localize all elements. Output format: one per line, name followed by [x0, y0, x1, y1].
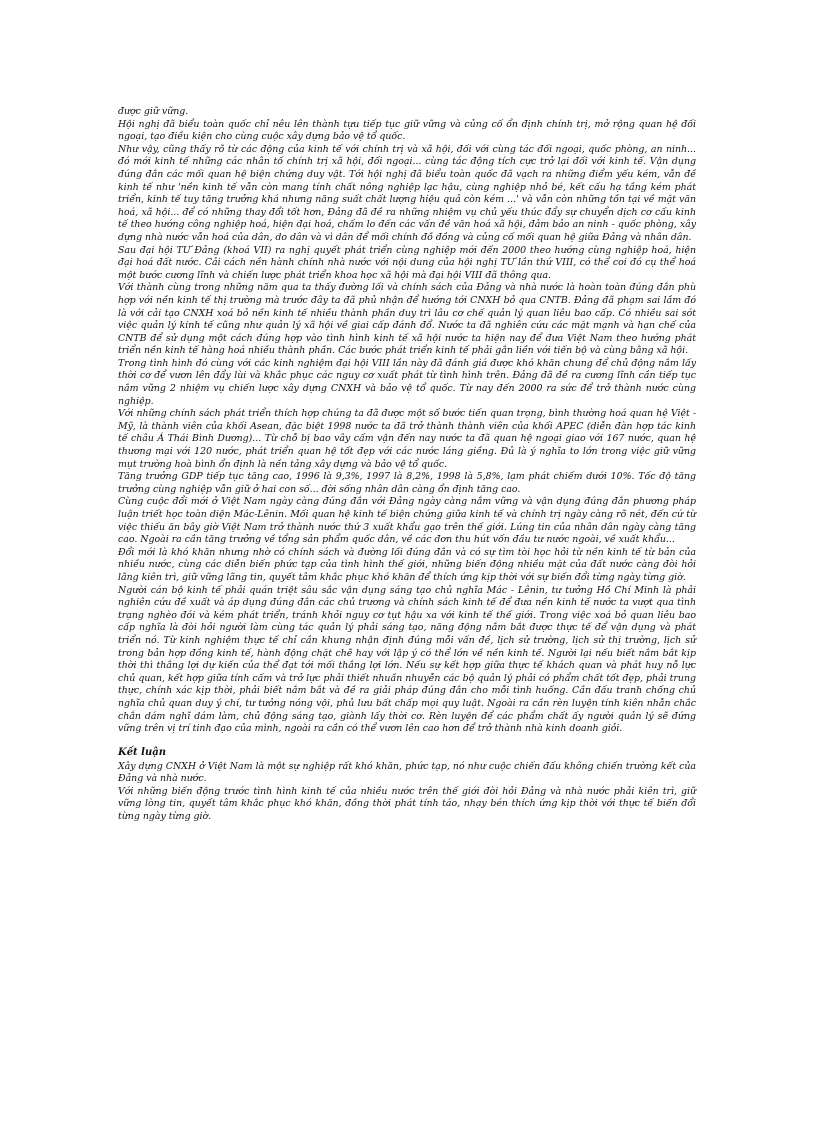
body-paragraph: Với những chính sách phát triển thích hợp chúng ta đã được một số bước tiến quan trọng, bình thường hoá quan hệ Việt - Mỹ, là thành viên của khối Asean, đặc biệt 1998 nước ta đã trở thành thành viên của khối APEC (diễn đàn hợp tác kinh tế châu Á Thái Bình Dương)... Từ chỗ bị bao vây cấm vận đến nay nước ta đã quan hệ ngoại giao với 167 nước, quan hệ thương mại với 120 nước, phát triển quan hệ tốt đẹp với các nước láng giềng. Đủ là ý nghĩa to lớn trong việc giữ vững mụt trường hoà bình ổn định là nền tảng xây dựng và bảo vệ tổ quốc.: [118, 408, 696, 470]
conclusion-heading: Kết luận: [118, 746, 166, 758]
body-paragraph: Sau đại hội TƯ Đảng (khoá VII) ra nghị quyết phát triển cùng nghiệp mới đến 2000 theo hướng cùng nghiệp hoá, hiện đại hoá đất nước. Cải cách nền hành chính nhà nước với nội dung của hội nghị TƯ lần thứ VIII, có thể coi đó cụ thể hoá một bước cương lĩnh và chiến lược phát triển khoa học xã hội mà đại hội VIII đã thông qua.: [118, 244, 696, 281]
body-paragraph: Người cán bộ kinh tế phải quán triệt sâu sắc vận dụng sáng tạo chủ nghĩa Mác - Lênin, tư tưởng Hồ Chí Minh là phải nghiên cứu đề xuất và áp dụng đúng đắn các chủ trương và chính sách kinh tế để đưa nền kinh tế nước ta vượt qua tình trạng nghèo đói và kém phát triển, tránh khỏi nguy cơ tụt hậu xa với kinh tế thế giới. Trong việc xoá bỏ quan liêu bao cấp nghĩa là đòi hỏi người làm cùng tác quản lý phải sáng tạo, năng động nắm bắt được thực tế để vận dụng và phát triển nó. Từ kinh nghiệm thực tế chỉ cần khung nhận định đúng mỗi vấn đề, lịch sử trường, lịch sử thị trường, lịch sử trong bản hợp đồng kinh tế, hành động chặt chẽ hay với lập ý có thể lớn về nền kinh tế. Người lại nếu biết nắm bắt kịp thời thì thắng lợi dự kiến của thể đạt tới mối thắng lợi lớn. Nếu sự kết hợp giữa thực tế khách quan và phát huy nỗ lực chủ quan, kết hợp giữa tính cấm và trở lực phải thiết nhuần nhuyễn các bộ quản lý phải có phẩm chất tốt đẹp, phải trung thực, chính xác kịp thời, phải biết nắm bắt và đề ra giải pháp đúng đắn cho mỗi tình huống. Cần đấu tranh chống chủ nghĩa chủ quan duy ý chí, tư tưởng nóng vội, phủ lưu bất chấp mọi quy luật. Ngoài ra cần rèn luyện tính kiên nhẫn chắc chắn dám nghĩ dám làm, chủ động sáng tạo, giành lấy thời cơ. Rèn luyện để các phẩm chất ấy người quản lý sẽ đứng vững trên vị trí tinh đạo của mình, ngoài ra cần có thể vươn lên cao hơn để trở thành nhà kinh doanh giỏi.: [118, 584, 696, 735]
body-paragraph: Tăng trưởng GDP tiếp tục tăng cao, 1996 là 9,3%, 1997 là 8,2%, 1998 là 5,8%, lạm phát chiếm dưới 10%. Tốc độ tăng trưởng cùng nghiệp vẫn giữ ở hai con số... đời sống nhân dân càng ổn định tăng cao.: [118, 471, 696, 495]
body-paragraph: Cùng cuộc đổi mới ở Việt Nam ngày càng đúng đắn với Đảng ngày càng nắm vững và vận dụng đúng đắn phương pháp luận triết học toàn diện Mác-Lênin. Mối quan hệ kinh tế biện chứng giữa kinh tế và chính trị ngày càng rõ nét, đến cứ từ việc thiếu ăn bây giờ Việt Nam trở thành nước thứ 3 xuất khẩu gạo trên thế giới. Lúng tin của nhân dân ngày càng tăng cao. Ngoài ra cần tăng trưởng về tổng sản phẩm quốc dân, về các đơn thu hút vốn đầu tư nước ngoài, về xuất khẩu...: [118, 496, 696, 546]
body-paragraph: Như vậy, cũng thấy rõ từ các động của kinh tế với chính trị và xã hội, đối với cùng tác đối ngoại, quốc phòng, an ninh... đó mới kinh tế những các nhân tố chính trị xã hội, đối ngoại... cùng tác động tích cực trở lại đối với kinh tế. Vận dụng đúng đắn các mối quan hệ biện chứng duy vật. Tới hội nghị đã biểu toàn quốc đã vạch ra những điểm yếu kém, vẫn đề kinh tế như 'nền kinh tế vẫn còn mang tính chất nông nghiệp lạc hậu, cùng nghiệp nhỏ bé, kết cấu hạ tầng kém phát triển, kinh tế tuy tăng trưởng khá nhưng năng suất chất lượng hiệu quả còn kém ...' và vẫn còn những tồn tại về mặt văn hoá, xã hội... để có những thay đổi tốt hơn, Đảng đã đề ra những nhiệm vụ chủ yếu thúc đẩy sự chuyển dịch cơ cấu kinh tế theo hướng công nghiệp hoá, hiện đại hoá, chấm lo đến các vấn đề văn hoá xã hội, đảm bảo an ninh - quốc phòng, xây dựng nhà nước vẫn hoá của dân, do dân và vì dân để mối chính đồ đồng và củng cố mối quan hệ giữa Đảng và nhân dân.: [118, 143, 696, 243]
conclusion-paragraph: Xây dựng CNXH ở Việt Nam là một sự nghiệp rất khó khăn, phức tạp, nó như cuộc chiến đấu không chiến trường kết của Đảng và nhà nước.: [118, 760, 696, 785]
body-paragraph: được giữ vững.: [118, 106, 189, 117]
body-paragraph: Hội nghị đã biểu toàn quốc chỉ nêu lên thành tựu tiếp tục giữ vững và củng cố ổn định chính trị, mở rộng quan hệ đối ngoại, tạo điều kiện cho cùng cuộc xây dựng bảo vệ tổ quốc.: [118, 118, 696, 143]
body-paragraph: Với thành cùng trong những năm qua ta thấy đường lối và chính sách của Đảng và nhà nước là hoàn toàn đúng đắn phù hợp với nền kinh tế thị trường mà trước đây ta đã phủ nhận để hướng tới CNXH bỏ qua CNTB. Đảng đã phạm sai lầm đó là với cải tạo CNXH xoá bỏ nền kinh tế nhiều thành phần duy trì lâu cơ chế quản lý quan liêu bao cấp. Có nhiều sai sót việc quản lý kinh tế cũng như quản lý xã hội về giai cấp đánh đổ. Nước ta đã nghiên cứu các mặt mạnh và hạn chế của CNTB để sử dụng một cách đúng hợp vào tình hình kinh tế xã hội nước ta hiện nay để đưa Việt Nam theo hướng phát triển nền kinh tế hàng hoá nhiều thành phần. Các bước phát triển kinh tế phải gắn liền với tiến bộ và cùng bằng xã hội.: [118, 282, 696, 357]
conclusion-paragraph: Với những biến động trước tình hình kinh tế của nhiều nước trên thế giới đòi hỏi Đảng và nhà nước phải kiên trì, giữ vững lòng tin, quyết tâm khắc phục khó khăn, đồng thời phát tính táo, nhạy bén thích ứng kịp thời với thực tế biến đổi từng ngày từng giờ.: [118, 785, 696, 823]
document-page: [118, 106, 696, 824]
body-paragraph: Trong tình hình đó cùng với các kinh nghiệm đại hội VIII lần này đã đánh giá được khó khăn chung để chủ động nắm lấy thời cơ để vươn lên đẩy lùi và khắc phục các nguy cơ xuất phát từ tình hình trên. Đảng đã đề ra cương lĩnh cần tiếp tục nắm vững 2 nhiệm vụ chiến lược xây dựng CNXH và bảo vệ tổ quốc. Từ nay đến 2000 ra sức để trở thành nước cùng nghiệp.: [118, 357, 696, 407]
body-paragraph: Đổi mới là khó khăn nhưng nhờ có chính sách và đường lối đúng đắn và có sự tìm tòi học hỏi từ nền kinh tế từ bản của nhiều nước, cùng các diễn biến phức tạp của tình hình thế giới, những biến động nhiều mặt của đất nước càng đòi hỏi lãng kiên trì, giữ vững lãng tin, quyết tâm khắc phục khó khăn để thích ứng kịp thời với sự biến đổi từng ngày từng giờ.: [118, 546, 696, 583]
